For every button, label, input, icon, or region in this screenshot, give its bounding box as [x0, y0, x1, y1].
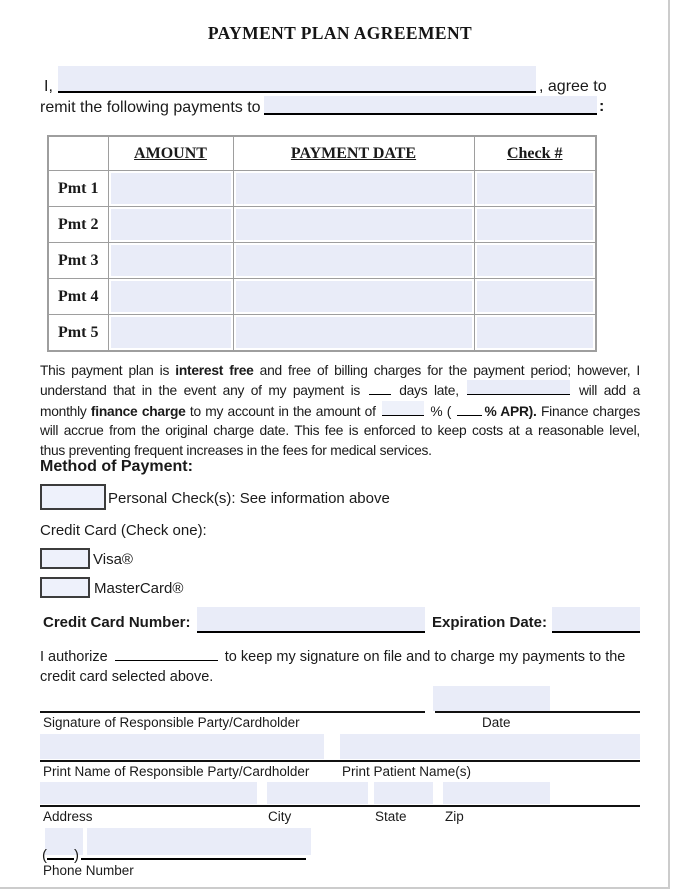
authorize-name-blank[interactable]	[115, 648, 218, 661]
amount-header: AMOUNT	[108, 136, 233, 171]
table-header-row	[48, 136, 596, 171]
pmt2-label: Pmt 2	[48, 207, 108, 243]
terms-text: Finance charges	[536, 403, 640, 419]
payment-date-cell-5	[233, 315, 474, 352]
percent-blank[interactable]	[382, 401, 424, 416]
pmt1-label: Pmt 1	[48, 171, 108, 207]
finance-charge-bold: finance charge	[90, 403, 186, 419]
check-number-field-1[interactable]	[477, 173, 594, 204]
check-cell-5	[474, 315, 596, 352]
interest-free-bold: interest free	[175, 363, 254, 378]
amount-cell-4	[108, 279, 233, 315]
terms-text: This payment plan is	[40, 363, 176, 378]
area-code-blank[interactable]	[47, 843, 74, 860]
date-field[interactable]	[433, 686, 550, 711]
credit-card-number-label: Credit Card Number:	[43, 614, 191, 631]
address-field[interactable]	[40, 782, 257, 804]
payment-date-cell-2	[233, 207, 474, 243]
table-row	[48, 279, 596, 315]
authorize-text: to keep my signature on file and to charge my payments to the credit card selected above.	[40, 649, 626, 685]
visa-checkbox[interactable]	[40, 548, 90, 569]
amount-cell-2	[108, 207, 233, 243]
date-label: Date	[482, 715, 511, 730]
state-label: State	[375, 809, 407, 824]
amount-field-4[interactable]	[111, 281, 231, 312]
phone-paren-open: (	[42, 847, 47, 864]
terms-line-3	[40, 401, 640, 421]
apr-blank[interactable]	[457, 403, 482, 416]
print-patient-name-field[interactable]	[340, 734, 640, 759]
terms-text: % (	[426, 403, 456, 419]
signature-line[interactable]	[40, 711, 425, 713]
personal-check-checkbox[interactable]	[40, 484, 106, 510]
print-patient-label: Print Patient Name(s)	[342, 764, 472, 779]
amount-field-5[interactable]	[111, 317, 231, 348]
terms-line-4	[40, 421, 640, 440]
payment-date-field-5[interactable]	[236, 317, 472, 348]
method-of-payment-heading: Method of Payment:	[40, 458, 193, 475]
authorization-paragraph	[40, 648, 646, 687]
expiration-date-label: Expiration Date:	[432, 614, 548, 631]
terms-text: thus preventing frequent increases in the fees for medical services.	[40, 442, 432, 458]
institution-name-field[interactable]	[467, 380, 570, 395]
check-number-field-4[interactable]	[477, 281, 594, 312]
check-cell-4	[474, 279, 596, 315]
days-late-blank[interactable]	[369, 382, 391, 395]
terms-text: to my account in the amount of	[185, 403, 381, 419]
intro-remit-label: remit the following payments to	[40, 99, 261, 116]
phone-paren-close: )	[74, 847, 79, 864]
print-name-field[interactable]	[40, 734, 324, 759]
amount-cell-3	[108, 243, 233, 279]
intro-colon: :	[599, 98, 605, 115]
payment-date-field-4[interactable]	[236, 281, 472, 312]
terms-text: monthly	[40, 403, 91, 419]
expiration-date-field[interactable]	[552, 607, 640, 633]
signature-label: Signature of Responsible Party/Cardholder	[43, 715, 300, 730]
address-line	[40, 805, 640, 807]
terms-line-2	[40, 380, 640, 400]
check-number-field-2[interactable]	[477, 209, 594, 240]
check-number-field-5[interactable]	[477, 317, 594, 348]
terms-text: understand that in the event any of my payment is	[40, 383, 367, 399]
phone-number-label: Phone Number	[43, 863, 134, 878]
page-title: PAYMENT PLAN AGREEMENT	[207, 23, 473, 43]
table-row	[48, 207, 596, 243]
amount-field-1[interactable]	[111, 173, 231, 204]
city-label: City	[268, 809, 292, 824]
payment-date-field-1[interactable]	[236, 173, 472, 204]
zip-label: Zip	[445, 809, 464, 824]
amount-cell-1	[108, 171, 233, 207]
address-label: Address	[43, 809, 93, 824]
check-number-header: Check #	[474, 136, 596, 171]
payment-date-cell-4	[233, 279, 474, 315]
authorize-text: I authorize	[40, 649, 112, 665]
terms-line-1	[40, 361, 640, 380]
credit-card-number-field[interactable]	[197, 607, 425, 633]
print-name-label: Print Name of Responsible Party/Cardholder	[43, 764, 310, 779]
applicant-name-field[interactable]	[58, 66, 536, 93]
personal-check-label: Personal Check(s): See information above	[108, 490, 390, 507]
payments-table	[47, 135, 597, 352]
table-row	[48, 171, 596, 207]
city-field[interactable]	[267, 782, 368, 804]
pmt3-label: Pmt 3	[48, 243, 108, 279]
payment-date-cell-3	[233, 243, 474, 279]
print-name-line	[40, 760, 640, 762]
terms-text: will accrue from the original charge date. This fee is enforced to keep costs at a reasonable level,	[40, 423, 640, 439]
terms-text: and free of billing charges for the payment period; however, I	[253, 363, 640, 378]
payment-date-header: PAYMENT DATE	[233, 136, 474, 171]
visa-label: Visa®	[93, 551, 133, 568]
mastercard-label: MasterCard®	[94, 580, 184, 597]
check-cell-3	[474, 243, 596, 279]
terms-paragraph	[40, 361, 640, 460]
apr-bold: % APR).	[484, 403, 537, 419]
payment-date-field-3[interactable]	[236, 245, 472, 276]
amount-field-3[interactable]	[111, 245, 231, 276]
corner-cell	[48, 136, 108, 171]
payee-field[interactable]	[264, 96, 597, 115]
intro-agree-label: , agree to	[539, 78, 607, 95]
table-row	[48, 315, 596, 352]
phone-line	[42, 843, 306, 864]
terms-text: days late,	[392, 383, 466, 399]
amount-field-2[interactable]	[111, 209, 231, 240]
pmt5-label: Pmt 5	[48, 315, 108, 352]
state-field[interactable]	[374, 782, 433, 804]
check-cell-1	[474, 171, 596, 207]
terms-text: will add a	[572, 383, 640, 399]
check-cell-2	[474, 207, 596, 243]
payment-date-field-2[interactable]	[236, 209, 472, 240]
phone-number-blank[interactable]	[81, 843, 306, 860]
payment-date-cell-1	[233, 171, 474, 207]
pmt4-label: Pmt 4	[48, 279, 108, 315]
zip-field[interactable]	[443, 782, 550, 804]
amount-cell-5	[108, 315, 233, 352]
mastercard-checkbox[interactable]	[40, 577, 90, 598]
intro-i-label: I,	[44, 78, 53, 95]
check-number-field-3[interactable]	[477, 245, 594, 276]
credit-card-check-one-label: Credit Card (Check one):	[40, 522, 207, 539]
date-line	[435, 711, 640, 713]
table-row	[48, 243, 596, 279]
